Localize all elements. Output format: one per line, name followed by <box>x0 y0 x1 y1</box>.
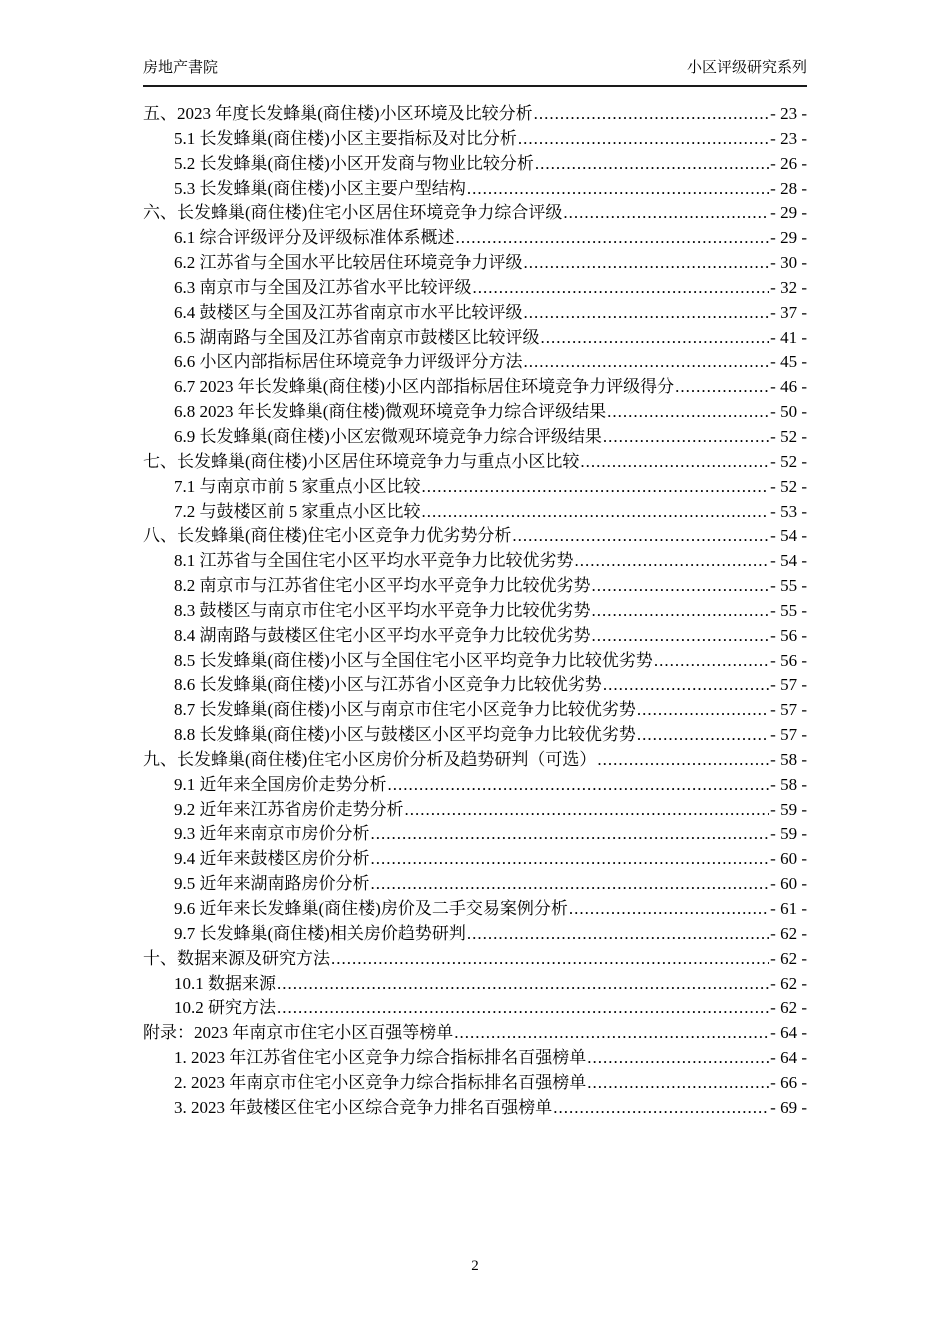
toc-entry <box>143 819 807 844</box>
dot-leader <box>553 1098 769 1118</box>
toc-entry-title: 2. 2023 年南京市住宅小区竞争力综合指标排名百强榜单 <box>174 1072 587 1092</box>
dot-leader <box>473 278 770 298</box>
toc-entry <box>143 670 807 695</box>
toc-entry <box>143 174 807 199</box>
toc-entry <box>143 472 807 497</box>
toc-entry-title: 9.1 近年来全国房价走势分析 <box>174 774 387 794</box>
toc-entry <box>143 695 807 720</box>
toc-entry-title: 6.9 长发蜂巢(商住楼)小区宏微观环境竞争力综合评级结果 <box>174 426 602 446</box>
toc-entry-page-number: - 55 - <box>770 600 807 620</box>
dot-leader <box>456 228 770 248</box>
toc-entry <box>143 99 807 124</box>
toc-entry-page-number: - 58 - <box>770 749 807 769</box>
toc-entry-title: 8.3 鼓楼区与南京市住宅小区平均水平竞争力比较优劣势 <box>174 600 591 620</box>
toc-entry <box>143 795 807 820</box>
toc-entry <box>143 198 807 223</box>
toc-entry <box>143 969 807 994</box>
dot-leader <box>592 576 770 596</box>
toc-entry <box>143 720 807 745</box>
dot-leader <box>603 675 769 695</box>
toc-entry-page-number: - 69 - <box>770 1097 807 1117</box>
toc-entry <box>143 646 807 671</box>
toc-entry-page-number: - 28 - <box>770 178 807 198</box>
toc-entry-title: 七、长发蜂巢(商住楼)小区居住环境竞争力与重点小区比较 <box>143 451 580 471</box>
toc-entry-page-number: - 32 - <box>770 277 807 297</box>
toc-entry <box>143 571 807 596</box>
toc-entry-page-number: - 41 - <box>770 327 807 347</box>
running-header <box>143 58 807 87</box>
toc-entry <box>143 372 807 397</box>
toc-entry-title: 8.2 南京市与江苏省住宅小区平均水平竞争力比较优劣势 <box>174 576 591 596</box>
dot-leader <box>637 725 769 745</box>
dot-leader <box>654 651 769 671</box>
toc-entry-page-number: - 59 - <box>770 799 807 819</box>
dot-leader <box>592 626 770 646</box>
dot-leader <box>607 402 769 422</box>
toc-entry <box>143 447 807 472</box>
toc-entry <box>143 894 807 919</box>
toc-entry <box>143 745 807 770</box>
toc-entry <box>143 298 807 323</box>
dot-leader <box>580 452 769 472</box>
toc-entry-title: 6.7 2023 年长发蜂巢(商住楼)小区内部指标居住环境竞争力评级得分 <box>174 377 675 397</box>
toc-entry-page-number: - 23 - <box>770 128 807 148</box>
toc-entry <box>143 1093 807 1118</box>
toc-entry-title: 6.3 南京市与全国及江苏省水平比较评级 <box>174 277 472 297</box>
dot-leader <box>587 1073 769 1093</box>
dot-leader <box>524 253 770 273</box>
dot-leader <box>467 179 769 199</box>
toc-entry-page-number: - 53 - <box>770 501 807 521</box>
toc-entry <box>143 844 807 869</box>
header-right-text: 小区评级研究系列 <box>686 59 807 76</box>
toc-entry <box>143 1068 807 1093</box>
dot-leader <box>422 477 770 497</box>
toc-entry-page-number: - 64 - <box>770 1048 807 1068</box>
toc-entry-page-number: - 61 - <box>770 899 807 918</box>
footer-page-number: 2 <box>471 1258 479 1274</box>
toc-entry-page-number: - 64 - <box>770 1023 807 1043</box>
toc-entry-page-number: - 62 - <box>770 923 807 943</box>
toc-entry <box>143 919 807 944</box>
toc-entry-title: 9.3 近年来南京市房价分析 <box>174 824 370 844</box>
toc-entry <box>143 1043 807 1068</box>
header-left-text: 房地产書院 <box>143 59 219 76</box>
toc-entry <box>143 546 807 571</box>
toc-entry-page-number: - 52 - <box>770 451 807 471</box>
dot-leader <box>541 328 770 348</box>
toc-entry-title: 附录：2023 年南京市住宅小区百强等榜单 <box>143 1023 454 1043</box>
toc-entry-title: 6.4 鼓楼区与全国及江苏省南京市水平比较评级 <box>174 302 523 322</box>
toc-entry <box>143 521 807 546</box>
toc-entry-title: 7.2 与鼓楼区前 5 家重点小区比较 <box>174 501 421 521</box>
toc-entry-title: 10.1 数据来源 <box>174 973 276 993</box>
toc-entry-title: 六、长发蜂巢(商住楼)住宅小区居住环境竞争力综合评级 <box>143 203 563 223</box>
toc-entry <box>143 869 807 894</box>
toc-entry-title: 八、长发蜂巢(商住楼)住宅小区竞争力优劣势分析 <box>143 526 512 546</box>
dot-leader <box>371 849 770 869</box>
toc-entry-title: 9.4 近年来鼓楼区房价分析 <box>174 849 370 869</box>
dot-leader <box>637 700 769 720</box>
dot-leader <box>422 502 770 522</box>
toc-entry-page-number: - 62 - <box>770 973 807 993</box>
dot-leader <box>603 427 769 447</box>
dot-leader <box>575 551 770 571</box>
toc-entry-page-number: - 60 - <box>770 874 807 894</box>
toc-entry <box>143 149 807 174</box>
dot-leader <box>454 1023 769 1043</box>
toc-entry-page-number: - 62 - <box>770 998 807 1018</box>
toc-entry-page-number: - 23 - <box>770 104 807 123</box>
toc-entry <box>143 273 807 298</box>
toc-entry <box>143 124 807 149</box>
toc-entry-title: 8.5 长发蜂巢(商住楼)小区与全国住宅小区平均竞争力比较优劣势 <box>174 650 653 670</box>
dot-leader <box>569 899 769 919</box>
toc-entry-title: 3. 2023 年鼓楼区住宅小区综合竞争力排名百强榜单 <box>174 1097 553 1117</box>
toc-entry-page-number: - 57 - <box>770 675 807 695</box>
toc-entry-title: 8.6 长发蜂巢(商住楼)小区与江苏省小区竞争力比较优劣势 <box>174 675 602 695</box>
toc-entry-title: 5.2 长发蜂巢(商住楼)小区开发商与物业比较分析 <box>174 153 534 173</box>
toc-entry <box>143 248 807 273</box>
dot-leader <box>597 750 769 770</box>
toc-entry-title: 十、数据来源及研究方法 <box>143 948 330 968</box>
toc-entry-title: 8.4 湖南路与鼓楼区住宅小区平均水平竞争力比较优劣势 <box>174 625 591 645</box>
dot-leader <box>388 775 770 795</box>
toc-entry-page-number: - 62 - <box>770 948 807 968</box>
toc-entry-title: 7.1 与南京市前 5 家重点小区比较 <box>174 476 421 496</box>
toc-entry <box>143 770 807 795</box>
toc-entry-page-number: - 55 - <box>770 576 807 596</box>
dot-leader <box>277 998 769 1018</box>
toc-entry-page-number: - 29 - <box>770 203 807 223</box>
toc-entry-page-number: - 29 - <box>770 228 807 248</box>
toc-entry-title: 五、2023 年度长发蜂巢(商住楼)小区环境及比较分析 <box>143 104 533 123</box>
dot-leader <box>277 974 769 994</box>
toc-entry-title: 8.7 长发蜂巢(商住楼)小区与南京市住宅小区竞争力比较优劣势 <box>174 700 636 720</box>
dot-leader <box>524 352 770 372</box>
toc-entry-title: 6.1 综合评级评分及评级标准体系概述 <box>174 228 455 248</box>
toc-entry-page-number: - 46 - <box>770 377 807 397</box>
toc-entry <box>143 347 807 372</box>
page-footer <box>0 1258 950 1275</box>
toc-entry-title: 8.1 江苏省与全国住宅小区平均水平竞争力比较优劣势 <box>174 551 574 571</box>
toc-entry-page-number: - 57 - <box>770 700 807 720</box>
toc-entry-page-number: - 57 - <box>770 725 807 745</box>
dot-leader <box>371 824 770 844</box>
dot-leader <box>331 949 769 969</box>
toc-entry-title: 6.5 湖南路与全国及江苏省南京市鼓楼区比较评级 <box>174 327 540 347</box>
toc-entry-title: 1. 2023 年江苏省住宅小区竞争力综合指标排名百强榜单 <box>174 1048 587 1068</box>
table-of-contents <box>143 99 807 1118</box>
toc-entry <box>143 944 807 969</box>
toc-entry-title: 9.7 长发蜂巢(商住楼)相关房价趋势研判 <box>174 923 466 943</box>
toc-entry-title: 9.2 近年来江苏省房价走势分析 <box>174 799 404 819</box>
toc-entry-page-number: - 52 - <box>770 476 807 496</box>
toc-entry-page-number: - 26 - <box>770 153 807 173</box>
toc-entry <box>143 993 807 1018</box>
toc-entry-page-number: - 66 - <box>770 1072 807 1092</box>
toc-entry <box>143 397 807 422</box>
toc-entry <box>143 422 807 447</box>
toc-entry-page-number: - 54 - <box>770 526 807 546</box>
dot-leader <box>524 303 770 323</box>
toc-entry-page-number: - 59 - <box>770 824 807 844</box>
toc-entry-title: 6.6 小区内部指标居住环境竞争力评级评分方法 <box>174 352 523 372</box>
toc-entry-page-number: - 58 - <box>770 774 807 794</box>
toc-entry <box>143 596 807 621</box>
toc-entry-title: 6.8 2023 年长发蜂巢(商住楼)微观环境竞争力综合评级结果 <box>174 402 607 422</box>
dot-leader <box>371 874 770 894</box>
dot-leader <box>592 601 770 621</box>
dot-leader <box>467 924 769 944</box>
toc-entry-page-number: - 60 - <box>770 849 807 869</box>
toc-entry-page-number: - 30 - <box>770 253 807 273</box>
dot-leader <box>563 203 769 223</box>
toc-entry-page-number: - 54 - <box>770 551 807 571</box>
toc-entry-title: 九、长发蜂巢(商住楼)住宅小区房价分析及趋势研判（可选） <box>143 749 597 769</box>
toc-entry-title: 6.2 江苏省与全国水平比较居住环境竞争力评级 <box>174 253 523 273</box>
toc-entry-title: 5.1 长发蜂巢(商住楼)小区主要指标及对比分析 <box>174 128 517 148</box>
toc-entry-page-number: - 50 - <box>770 402 807 422</box>
toc-entry-page-number: - 37 - <box>770 302 807 322</box>
toc-entry <box>143 1018 807 1043</box>
toc-entry-title: 9.5 近年来湖南路房价分析 <box>174 874 370 894</box>
toc-entry <box>143 323 807 348</box>
toc-entry-page-number: - 52 - <box>770 426 807 446</box>
toc-entry-title: 5.3 长发蜂巢(商住楼)小区主要户型结构 <box>174 178 466 198</box>
toc-entry-page-number: - 56 - <box>770 625 807 645</box>
toc-entry-title: 9.6 近年来长发蜂巢(商住楼)房价及二手交易案例分析 <box>174 899 568 918</box>
dot-leader <box>518 129 769 149</box>
dot-leader <box>587 1048 769 1068</box>
toc-entry-title: 8.8 长发蜂巢(商住楼)小区与鼓楼区小区平均竞争力比较优劣势 <box>174 725 636 745</box>
dot-leader <box>535 154 769 174</box>
dot-leader <box>534 104 770 124</box>
dot-leader <box>405 800 770 820</box>
toc-entry-page-number: - 56 - <box>770 650 807 670</box>
toc-entry <box>143 621 807 646</box>
toc-entry-page-number: - 45 - <box>770 352 807 372</box>
toc-entry <box>143 497 807 522</box>
dot-leader <box>675 377 769 397</box>
toc-entry <box>143 223 807 248</box>
dot-leader <box>512 526 769 546</box>
toc-entry-title: 10.2 研究方法 <box>174 998 276 1018</box>
